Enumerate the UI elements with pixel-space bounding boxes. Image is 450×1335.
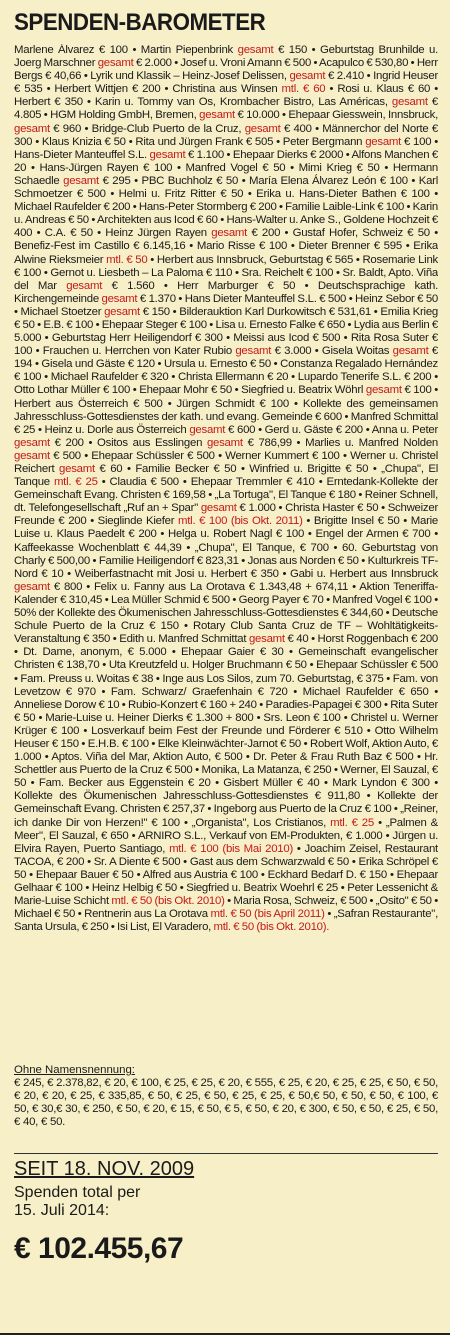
- highlight-segment: gesamt: [200, 502, 237, 515]
- highlight-segment: gesamt: [101, 292, 138, 305]
- highlight-segment: mtl. € 50 (bis Okt. 2010).: [213, 921, 330, 934]
- highlight-segment: gesamt: [392, 345, 429, 358]
- donation-segment: • Brigitte Insel € 50 • Marie Luise u. Klaus Paedelt € 200 • Helga u. Robert Nagl € 100 • Engel der Armen € 700 • Kaffeekasse Wochenblatt € 44,39 • „Chupa", El Tanque, € 700 • 60. Geburtstag von Charly € 500,00 • Familie Heiligendorf € 823,31 • Jonas aus Norden € 50 • Kulturkreis TF-Nord € 10 • Weiberfastnacht mit Josi u. Herbert € 350 • Gabi u. Herbert aus Innsbruck: [14, 515, 438, 580]
- highlight-segment: gesamt: [211, 227, 248, 240]
- highlight-segment: gesamt: [237, 44, 274, 56]
- donation-segment: € 400 • Männerchor del Norte € 300 • Klaus Knizia € 50 • Rita und Jürgen Frank € 505 • Peter Bergmann: [14, 122, 438, 148]
- donation-segment: • Claudia € 500 • Ehepaar Tremmler € 410 • Erntedank-Kollekte der Gemeinschaft Evang. Christen € 169,58 • „La Tortuga", El Tanque € 180 • Reiner Schnell, dt. Telefongesellschaft „Ruf an + Spar": [14, 476, 438, 515]
- highlight-segment: gesamt: [14, 436, 50, 449]
- highlight-segment: gesamt: [59, 463, 95, 475]
- donation-segment: € 2.000 • Josef u. Vroni Amann € 500 • Acapulco € 530,80 • Herr Bergs € 40,66 • Lyrik und Klassik – Heinz-Josef Delissen,: [14, 57, 438, 83]
- highlight-segment: gesamt: [104, 305, 140, 318]
- highlight-segment: mtl. € 50 (bis Okt. 2010): [111, 895, 225, 908]
- anonymous-donations: € 245, € 2.378,82, € 20, € 100, € 25, € 25, € 20, € 555, € 25, € 20, € 25, € 25, € 50, € 50, € 20, € 20, € 25, € 335,85, € 50, € 25, € 50, € 25, € 25, € 50,€ 50, € 50, € 50, € 100, € 50, € 30,€ 30, € 250, € 50, € 20, € 15, € 50, € 5, € 50, € 20, € 300, € 50, € 50, € 25, € 50, € 40, € 50.: [14, 1077, 438, 1129]
- page-title: SPENDEN-BAROMETER: [14, 9, 266, 36]
- highlight-segment: mtl. € 50 (bis April 2011): [210, 908, 325, 921]
- donation-segment: € 100 • Herbert aus Österreich € 500 • Jürgen Schmidt € 100 • Kollekte des gemeinsamen Jahresschluss-Gottesdienstes der kath. und evang. Gemeinde € 600 • Manfred Schmittal € 25 • Heinz u. Dorle aus Österreich: [14, 384, 438, 436]
- donation-segment: € 194 • Gisela und Gäste € 120 • Ursula u. Ernesto € 50 • Constanza Regalado Hernández € 100 • Michael Raufelder € 320 • Christa Ellermann € 20 • Lupardo Tenerife S.L. € 200 • Otto Lothar Müller € 100 • Ehepaar Mohr € 50 • Siegfried u. Beatrix Wöhrl: [14, 345, 438, 397]
- donation-segment: € 1.100 • Ehepaar Dierks € 2000 • Alfons Manchen € 20 • Hans-Jürgen Rayen € 100 • Manfred Vogel € 50 • Mimi Krieg € 50 • Hermann Schaedle: [14, 148, 438, 187]
- highlight-segment: gesamt: [391, 96, 428, 109]
- highlight-segment: gesamt: [14, 580, 50, 593]
- donations-list: [14, 44, 438, 1062]
- donation-segment: • Joachim Zeisel, Restaurant TACOA, € 200 • Sr. A Diente € 500 • Gast aus dem Schwarzwald € 50 • Erika Schröpel € 50 • Ehepaar Bauer € 50 • Alfred aus Austria € 100 • Eckhard Bedarf D. € 150 • Ehepaar Gelhaar € 100 • Heinz Helbig € 50 • Siegfried u. Beatrix Woehrl € 25 • Peter Lessenicht & Marie-Luise Schicht: [14, 842, 438, 908]
- highlight-segment: gesamt: [14, 122, 50, 135]
- donation-segment: • Herbert aus Innsbruck, Geburtstag € 565 • Rosemarie Link € 100 • Gernot u. Liesbeth – La Paloma € 110 • Sra. Reichelt € 100 • Sr. Baldt, Apto. Viña del Mar: [14, 253, 438, 292]
- donation-segment: € 200 • Gustaf Hofer, Schweiz € 50 • Benefiz-Fest im Castillo € 6.145,16 • Mario Risse € 100 • Dieter Brenner € 595 • Erika Alwine Rieksmeier: [14, 227, 438, 266]
- donation-segment: € 2.410 • Ingrid Heuser € 535 • Herbert Wittjen € 200 • Christina aus Winsen: [14, 70, 438, 96]
- donation-segment: € 150 • Bilderauktion Karl Durkowitsch € 531,61 • Emilia Krieg € 50 • E.B. € 100 • Ehepaar Steger € 100 • Lisa u. Ernesto Falke € 650 • Lydia aus Berlin € 5.000 • Geburtstag Herr Heiligendorf € 300 • Meissi aus Icod € 500 • Rita Rosa Suter € 100 • Frauchen u. Herrchen von Kater Rubio: [14, 305, 438, 358]
- highlight-segment: mtl. € 50: [106, 253, 148, 266]
- donation-segment: € 1.000 • Christa Haster € 50 • Schweizer Freunde € 200 • Sieglinde Kiefer: [14, 502, 438, 528]
- highlight-segment: gesamt: [14, 449, 50, 462]
- highlight-segment: gesamt: [199, 109, 235, 122]
- highlight-segment: gesamt: [97, 57, 134, 70]
- highlight-segment: gesamt: [189, 423, 226, 436]
- highlight-segment: gesamt: [289, 70, 326, 83]
- highlight-segment: gesamt: [235, 345, 272, 358]
- donation-segment: € 600 • Gerd u. Gäste € 200 • Anna u. Peter: [225, 423, 438, 436]
- highlight-segment: gesamt: [63, 174, 99, 187]
- total-label: [14, 1184, 438, 1220]
- total-amount: € 102.455,67: [14, 1232, 184, 1266]
- highlight-segment: gesamt: [206, 436, 243, 449]
- donation-segment: € 40 • Horst Roggenbach € 200 • Dt. Dame, anonym, € 5.000 • Ehepaar Gaier € 30 • Gemeinschaft evangelischer Christen € 138,70 • Uta Kreutzfeld u. Holger Bruchmann € 50 • Ehepaar Schüssler € 500 • Fam. Preuss u. Woitas € 38 • Inge aus Los Silos, zum 70. Geburtstag, € 375 • Fam. von Levetzow € 970 • Fam. Schwarz/ Graefenhain € 720 • Michael Raufelder € 650 • Anneliese Dorow € 10 • Rubio-Konzert € 160 + 240 • Paradies-Papagei € 300 • Rita Suter € 50 • Marie-Luise u. Heiner Dierks € 1.300 + 800 • Srs. Leon € 100 • Christel u. Werner Krüger € 100 • Losverkauf beim Fest der Freunde und Förderer € 510 • Otto Wilhelm Heuser € 150 • E.H.B. € 100 • Elke Kleinwächter-Jarnot € 50 • Robert Wolf, Aktion Auto, € 1.000 • Aptos. Viña del Mar, Aktion Auto, € 500 • Dr. Peter & Frau Ruth Baz € 500 • Hr. Schettler aus Puerto de la Cruz € 500 • Monika, La Matanza, € 250 • Werner, El Sauzal, € 50 • Fam. Becker aus Eggenstein € 20 • Gisbert Müller € 40 • Mark Lyndon € 300 • Kollekte des Ökumenischen Jahresschluss-Gottesdienstes € 911,80 • Kollekte der Gemeinschaft Evang. Christen € 257,37 • Ingeborg aus Puerto de la Cruz € 100 • „Reiner, ich danke Dir von Herzen!" € 100 • „Organista", Los Cristianos,: [14, 633, 438, 829]
- anonymous-heading: Ohne Namensnennung:: [14, 1064, 135, 1076]
- donation-segment: € 960 • Bridge-Club Puerto de la Cruz,: [49, 122, 245, 135]
- donation-segment: € 60 • Familie Becker € 50 • Winfried u. Brigitte € 50 • „Chupa", El Tanque: [14, 463, 438, 489]
- highlight-segment: mtl. € 100 (bis Okt. 2011): [178, 515, 303, 528]
- donation-segment: € 100 • Hans-Dieter Manteuffel S.L.: [14, 135, 438, 161]
- donation-segment: • „Safran Restaurante", Santa Ursula, € 250 • Isi List, El Varadero,: [14, 908, 438, 934]
- highlight-segment: mtl. € 25: [330, 816, 374, 829]
- total-label-line1: Spenden total per: [14, 1184, 141, 1202]
- donation-segment: € 1.560 • Herr Marburger € 50 • Deutschsprachige kath. Kirchengemeinde: [14, 279, 438, 305]
- highlight-segment: mtl. € 25: [53, 476, 98, 489]
- since-date: SEIT 18. NOV. 2009: [14, 1158, 195, 1181]
- donation-segment: € 4.805 • HGM Holding GmbH, Bremen,: [14, 96, 438, 122]
- highlight-segment: gesamt: [244, 122, 281, 135]
- highlight-segment: gesamt: [149, 148, 186, 161]
- donation-segment: € 10.000 • Ehepaar Giesswein, Innsbruck,: [234, 109, 438, 122]
- spacer: [14, 1129, 438, 1147]
- donation-segment: € 500 • Ehepaar Schüssler € 500 • Werner Kummert € 100 • Werner u. Christel Reichert: [14, 449, 438, 475]
- donation-segment: • Maria Rosa, Schweiz, € 500 • „Osito" € 50 • Michael € 50 • Rentnerin aus La Orotava: [14, 895, 438, 921]
- highlight-segment: gesamt: [365, 135, 402, 148]
- highlight-segment: gesamt: [248, 633, 285, 646]
- donation-segment: € 1.370 • Hans Dieter Manteuffel S.L. € 500 • Heinz Sebor € 50 • Michael Stoetzer: [14, 292, 438, 318]
- total-label-line2: 15. Juli 2014:: [14, 1202, 110, 1220]
- donation-segment: € 786,99 • Marlies u. Manfred Nolden: [242, 436, 438, 449]
- highlight-segment: mtl. € 100 (bis Mai 2010): [169, 842, 294, 855]
- donation-segment: € 295 • PBC Buchholz € 50 • María Elena Álvarez León € 100 • Karl Schmoetzer € 500 • Helmi u. Fritz Ritter € 50 • Erika u. Hans-Dieter Bathen € 100 • Michael Raufelder € 200 • Hans-Peter Stormberg € 200 • Familie Laible-Link € 100 • Karin u. Andreas € 50 • Architekten aus Icod € 60 • Hans-Walter u. Anke S., Goldene Hochzeit € 400 • C.A. € 50 • Heinz Jürgen Rayen: [14, 174, 438, 240]
- donation-segment: • Rosi u. Klaus € 60 • Herbert € 350 • Karin u. Tommy van Os, Krombacher Bistro, Las Américas,: [14, 83, 438, 109]
- highlight-segment: mtl. € 60: [281, 83, 326, 96]
- donation-segment: € 3.000 • Gisela Woitas: [271, 345, 393, 358]
- donation-segment: € 800 • Felix u. Fanny aus La Orotava € 1.343,48 + 674,11 • Aktion Teneriffa-Kalender € 310,45 • Lea Müller Schmid € 500 • Georg Payer € 70 • Manfred Vogel € 100 • 50% der Kollekte des Ökumenischen Jahresschluss-Gottesdienstes € 344,60 • Deutsche Schule Puerto de la Cruz € 150 • Rotary Club Santa Cruz de TF – Wohltätigkeits-Veranstaltung € 350 • Edith u. Manfred Schmittat: [14, 580, 438, 646]
- donation-segment: • „Palmen & Meer", El Sauzal, € 650 • ARNIRO S.L., Verkauf von EM-Produkten, € 1.000 • Jürgen u. Elvira Rayen, Puerto Santiago,: [14, 816, 438, 855]
- highlight-segment: gesamt: [365, 384, 402, 397]
- divider: [14, 1153, 438, 1154]
- donation-segment: € 200 • Ositos aus Esslingen: [49, 436, 207, 449]
- highlight-segment: gesamt: [66, 279, 103, 292]
- donation-segment: € 150 • Geburtstag Brunhilde u. Joerg Marschner: [14, 44, 438, 70]
- donation-segment: Marlene Álvarez € 100 • Martin Piepenbrink: [14, 44, 238, 56]
